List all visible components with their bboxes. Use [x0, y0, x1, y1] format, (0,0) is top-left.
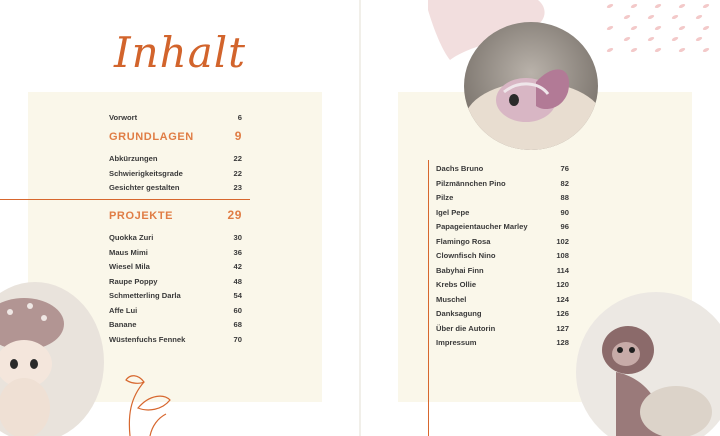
- toc-entry-page: 9: [234, 129, 242, 143]
- toc-entry-label: Flamingo Rosa: [436, 236, 491, 246]
- toc-entry-page: 48: [233, 276, 242, 286]
- toc-entry-page: 90: [560, 207, 569, 217]
- toc-entry-label: Maus Mimi: [109, 247, 148, 257]
- toc-entry-page: 30: [233, 233, 242, 242]
- toc-entry[interactable]: [436, 222, 569, 231]
- toc-entry-page: 120: [556, 280, 569, 289]
- toc-entry-page: 76: [560, 164, 569, 173]
- toc-entry[interactable]: [436, 309, 569, 318]
- toc-entry-page: 6: [237, 113, 242, 122]
- toc-entry[interactable]: [436, 295, 569, 304]
- toc-entry[interactable]: [436, 251, 569, 260]
- page-title: Inhalt: [114, 28, 247, 77]
- toc-entry-label: Abkürzungen: [109, 154, 158, 163]
- toc-entry-page: 126: [556, 309, 569, 318]
- toc-entry[interactable]: [109, 306, 242, 315]
- toc-entry-page: 82: [560, 178, 569, 188]
- toc-entry-label: Quokka Zuri: [109, 233, 154, 242]
- toc-entry-label: GRUNDLAGEN: [109, 131, 194, 143]
- toc-entry[interactable]: [436, 338, 569, 347]
- toc-entry-label: Pilze: [436, 193, 454, 202]
- toc-entry-label: Schmetterling Darla: [109, 291, 181, 300]
- toc-entry-page: 23: [233, 183, 242, 192]
- toc-entry-label: Clownfisch Nino: [436, 251, 496, 260]
- toc-entry[interactable]: [109, 248, 242, 257]
- toc-entry[interactable]: [109, 233, 242, 242]
- toc-entry-page: 96: [560, 222, 569, 231]
- toc-entry-label: Affe Lui: [109, 305, 138, 315]
- toc-entry-page: 22: [233, 154, 242, 163]
- toc-entry-label: PROJEKTE: [109, 210, 174, 222]
- toc-entry-label: Danksagung: [436, 309, 482, 318]
- toc-entry[interactable]: [436, 280, 569, 289]
- toc-entry[interactable]: [109, 169, 242, 178]
- toc-entry-page: 42: [233, 262, 242, 271]
- toc-entry[interactable]: [109, 154, 242, 163]
- toc-entry[interactable]: [436, 208, 569, 217]
- toc-entry[interactable]: [436, 324, 569, 333]
- toc-entry-page: 68: [233, 320, 242, 329]
- toc-entry[interactable]: [109, 113, 242, 122]
- toc-entry-page: 108: [556, 251, 569, 260]
- toc-entry-label: Wüstenfuchs Fennek: [109, 334, 186, 344]
- toc-entry-page: 88: [560, 193, 569, 202]
- toc-entry[interactable]: [436, 164, 569, 173]
- toc-entry-page: 29: [227, 208, 242, 222]
- toc-entry[interactable]: [109, 277, 242, 286]
- toc-entry[interactable]: [109, 183, 242, 192]
- toc-entry-label: Krebs Ollie: [436, 280, 477, 289]
- toc-entry-label: Papageientaucher Marley: [436, 222, 528, 231]
- toc-entry-label: Igel Pepe: [436, 207, 470, 217]
- toc-entry[interactable]: [436, 237, 569, 246]
- leaf-illustration: [110, 360, 190, 436]
- vertical-accent-line: [428, 160, 429, 436]
- toc-entry-label: Babyhai Finn: [436, 265, 484, 275]
- book-gutter: [359, 0, 361, 436]
- toc-entry-label: Impressum: [436, 338, 477, 347]
- toc-entry-page: 127: [556, 323, 569, 333]
- toc-section-heading[interactable]: [109, 208, 242, 222]
- toc-entry-page: 102: [556, 236, 569, 246]
- toc-entry[interactable]: [109, 335, 242, 344]
- toc-entry-label: Pilzmännchen Pino: [436, 178, 506, 188]
- toc-entry-page: 54: [233, 291, 242, 300]
- toc-entry[interactable]: [109, 291, 242, 300]
- toc-entry-label: Über die Autorin: [436, 323, 496, 333]
- toc-entry-page: 70: [233, 334, 242, 344]
- toc-entry-page: 22: [233, 169, 242, 178]
- toc-entry-label: Muschel: [436, 294, 467, 304]
- toc-entry-label: Banane: [109, 320, 137, 329]
- toc-entry[interactable]: [109, 262, 242, 271]
- toc-entry-label: Raupe Poppy: [109, 276, 158, 286]
- toc-entry-label: Wiesel Mila: [109, 262, 150, 271]
- toc-entry-label: Dachs Bruno: [436, 164, 484, 173]
- toc-entry-label: Schwierigkeitsgrade: [109, 169, 183, 178]
- toc-entry-page: 36: [233, 247, 242, 257]
- toc-entry[interactable]: [436, 193, 569, 202]
- toc-entry[interactable]: [436, 179, 569, 188]
- divider-line: [0, 199, 250, 200]
- toc-entry-page: 114: [556, 265, 569, 275]
- toc-entry[interactable]: [109, 320, 242, 329]
- toc-entry-label: Vorwort: [109, 113, 138, 122]
- toc-entry-page: 128: [556, 338, 569, 347]
- toc-entry-page: 60: [233, 305, 242, 315]
- toc-entry-label: Gesichter gestalten: [109, 183, 180, 192]
- toc-section-heading[interactable]: [109, 129, 242, 143]
- toc-entry[interactable]: [436, 266, 569, 275]
- toc-entry-page: 124: [556, 294, 569, 304]
- fish-photo: [464, 22, 598, 150]
- dot-pattern: [600, 0, 720, 60]
